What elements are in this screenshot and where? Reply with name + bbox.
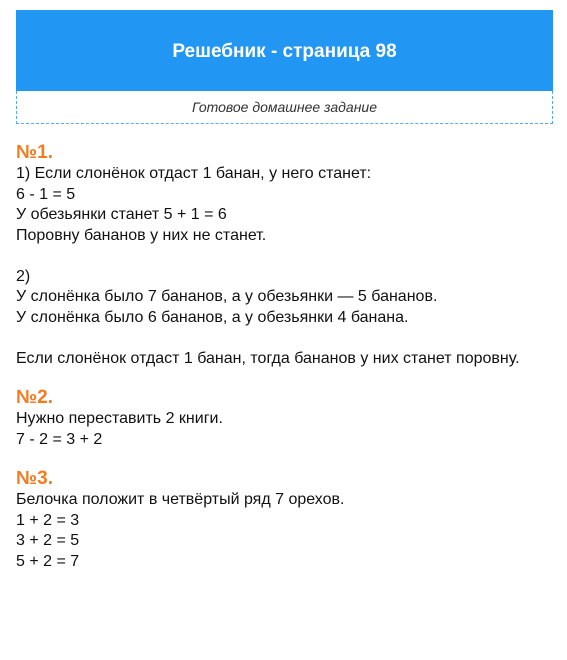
page-title: Решебник - страница 98 (172, 40, 397, 62)
page-header (16, 10, 553, 91)
task-line: У обезьянки станет 5 + 1 = 6 (16, 206, 227, 223)
blank-line (16, 328, 553, 349)
task-line: 7 - 2 = 3 + 2 (16, 430, 103, 448)
solutions-content (16, 142, 553, 590)
task-2 (16, 387, 553, 450)
page-subtitle: Готовое домашнее задание (191, 99, 377, 115)
task-line: Поровну бананов у них не станет. (16, 226, 267, 244)
task-line: У слонёнка было 7 бананов, а у обезьянки — 5 бананов. (16, 288, 438, 305)
blank-line (16, 246, 553, 267)
task-line: Нужно переставить 2 книги. (16, 410, 223, 427)
task-line: У слонёнка было 6 бананов, а у обезьянки 4 банана. (16, 308, 409, 326)
task-1 (16, 142, 553, 369)
task-title: №3. (16, 468, 54, 489)
task-line: Белочка положит в четвёртый ряд 7 орехов. (16, 491, 345, 508)
task-line: 3 + 2 = 5 (16, 532, 80, 549)
task-line: 1 + 2 = 3 (16, 511, 80, 529)
task-line: 6 - 1 = 5 (16, 185, 76, 203)
task-line: 5 + 2 = 7 (16, 552, 80, 570)
task-title: №1. (16, 142, 54, 163)
task-title: №2. (16, 387, 54, 408)
task-line: Если слонёнок отдаст 1 банан, тогда бананов у них станет поровну. (16, 349, 520, 367)
task-line: 1) Если слонёнок отдаст 1 банан, у него станет: (16, 165, 372, 182)
subtitle-box (16, 91, 553, 124)
task-3 (16, 468, 553, 572)
task-line: 2) (16, 267, 31, 285)
